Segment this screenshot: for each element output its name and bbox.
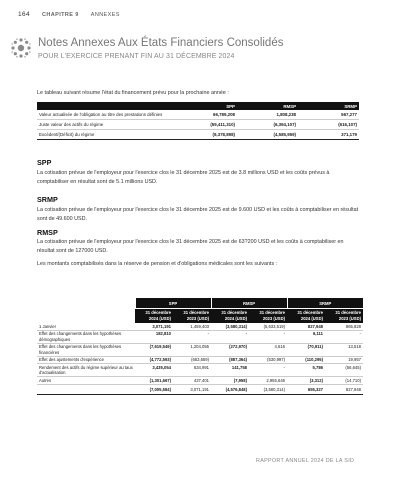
cell-value: 5,786 <box>287 364 325 377</box>
cell-value: 182,810 <box>135 330 173 343</box>
cell-value: 371,179 <box>298 130 359 140</box>
cell-value: (59,411,310) <box>177 120 237 130</box>
cell-value: 3,071,191 <box>173 384 211 395</box>
cell-value: 3,071,191 <box>135 323 173 330</box>
cell-value: - <box>325 330 363 343</box>
cell-value: 66,789,208 <box>177 110 237 120</box>
section-text-srmp: La cotisation prévue de l'employeur pour l'exercice clos le 31 décembre 2025 est de 9.600 USD et les coûts à comptabiliser en résultat sont de 49.600 USD. <box>37 207 359 222</box>
section-heading-spp: SPP <box>37 158 52 167</box>
section-heading-rmsp: RMSP <box>37 228 58 237</box>
row-label: Effet des changements dans les hypothèses financières <box>37 343 135 356</box>
column-header: 31 décembre 2023 (USD) <box>173 309 211 324</box>
row-label <box>37 384 135 395</box>
funding-table <box>37 102 359 140</box>
table-row <box>37 110 359 120</box>
cell-value: (56,645) <box>325 364 363 377</box>
cell-value: 1,204,055 <box>173 343 211 356</box>
cell-value: 3,435,054 <box>135 364 173 377</box>
table-row <box>37 323 363 330</box>
page-title: Notes Annexes Aux États Financiers Consolidés <box>38 37 284 49</box>
row-label: Juste valeur des actifs du régime <box>37 120 177 130</box>
cell-value: 865,828 <box>325 323 363 330</box>
section-text-spp: La cotisation prévue de l'employeur pour l'exercice clos le 31 décembre 2025 est de 3.8 millions USD et les coûts prévus à comptabiliser en résultat sont de 5.1 millions USD. <box>37 170 330 185</box>
group-header: SRMP <box>287 298 363 309</box>
column-header: 31 décembre 2024 (USD) <box>135 309 173 324</box>
table-row <box>37 330 363 343</box>
subheader-row <box>37 309 363 324</box>
group-header: RMSP <box>211 298 287 309</box>
row-label: 1 Janvier <box>37 323 135 330</box>
column-header: 31 décembre 2024 (USD) <box>287 309 325 324</box>
cell-value: (14,710) <box>325 377 363 385</box>
cell-value: 655,327 <box>287 384 325 395</box>
cell-value: (5,633,519) <box>249 323 287 330</box>
cell-value: (6,394,107) <box>237 120 298 130</box>
cell-value: (9,378,898) <box>177 130 237 140</box>
table-row <box>37 343 363 356</box>
cell-value: (1,301,667) <box>135 377 173 385</box>
cell-value: (110,295) <box>287 356 325 364</box>
page-footer: RAPPORT ANNUEL 2024 DE LA SID <box>256 458 355 464</box>
page-subtitle: POUR L'EXERCICE PRENANT FIN AU 31 DÉCEMBRE 2024 <box>38 53 235 60</box>
cell-value: - <box>249 330 287 343</box>
section-label: ANNEXES <box>90 11 120 18</box>
cell-value: - <box>173 330 211 343</box>
section-text-rmsp: La cotisation prévue de l'employeur pour l'exercice clos le 31 décembre 2025 est de 63?200 USD et les coûts à comptabiliser en résultat sont de 127000 USD. <box>37 239 344 254</box>
cell-value: 1,808,238 <box>237 110 298 120</box>
column-header: SRMP <box>298 102 359 110</box>
table-row <box>37 356 363 364</box>
cell-value: 141,758 <box>211 364 249 377</box>
cell-value: 1,459,403 <box>173 323 211 330</box>
cell-value: (3,580,314) <box>211 323 249 330</box>
intro-text: Le tableau suivant résume l'état du financement prévu pour la prochaine année : <box>37 90 229 96</box>
cell-value: (7,619,549) <box>135 343 173 356</box>
table-row <box>37 364 363 377</box>
table-total-row <box>37 130 359 140</box>
amounts-intro-text: Les montants comptabilisés dans la réserve de pension et d'obligations médicales sont les suivants : <box>37 261 278 267</box>
cell-value: (7,958) <box>211 377 249 385</box>
page-header <box>18 11 120 18</box>
cell-value: (530,997) <box>249 356 287 364</box>
cell-value: (616,107) <box>298 120 359 130</box>
chapter-label: CHAPITRE 9 <box>42 11 79 18</box>
cell-value: (70,911) <box>287 343 325 356</box>
cell-value: (272,970) <box>211 343 249 356</box>
cell-value: 19,957 <box>325 356 363 364</box>
cell-value: (7,005,584) <box>135 384 173 395</box>
cell-value: 2,955,646 <box>249 377 287 385</box>
column-header: 31 décembre 2023 (USD) <box>325 309 363 324</box>
column-header: RMSP <box>237 102 298 110</box>
page-number: 164 <box>18 11 31 18</box>
row-label: Valeur actualisée de l'obligation au titre des prestations définies <box>37 110 177 120</box>
table-row <box>37 377 363 385</box>
cell-value: (887,364) <box>211 356 249 364</box>
reserve-table <box>37 298 363 395</box>
cell-value: (3,312) <box>287 377 325 385</box>
table-header-row <box>37 102 359 110</box>
cell-value: (4,585,959) <box>237 130 298 140</box>
cell-value: 13,518 <box>325 343 363 356</box>
group-header: SPP <box>135 298 211 309</box>
cell-value: (663,659) <box>173 356 211 364</box>
cell-value: (4,772,593) <box>135 356 173 364</box>
cell-value: - <box>211 330 249 343</box>
column-header: 31 décembre 2023 (USD) <box>249 309 287 324</box>
cell-value: 827,948 <box>287 323 325 330</box>
cell-value: - <box>249 364 287 377</box>
group-header-row <box>37 298 363 309</box>
table-total-row <box>37 384 363 395</box>
cell-value: 6,111 <box>287 330 325 343</box>
column-header: SPP <box>177 102 237 110</box>
row-label: Effet des changements dans les hypothèses démographiques <box>37 330 135 343</box>
emblem-logo <box>10 37 32 59</box>
cell-value: 4,616 <box>249 343 287 356</box>
cell-value: 437,401 <box>173 377 211 385</box>
cell-value: (3,580,314) <box>249 384 287 395</box>
row-label: Effet des ajustements d'expérience <box>37 356 135 364</box>
cell-value: 827,948 <box>325 384 363 395</box>
section-heading-srmp: SRMP <box>37 195 58 204</box>
cell-value: 634,991 <box>173 364 211 377</box>
table-row <box>37 120 359 130</box>
column-header <box>37 102 177 110</box>
row-label: Excédent/(Déficit) du régime <box>37 130 177 140</box>
column-header: 31 décembre 2024 (USD) <box>211 309 249 324</box>
cell-value: 567,277 <box>298 110 359 120</box>
row-label: Rendement des actifs du régime supérieur au taux d'actualisation <box>37 364 135 377</box>
row-label: Autres <box>37 377 135 385</box>
cell-value: (4,576,848) <box>211 384 249 395</box>
